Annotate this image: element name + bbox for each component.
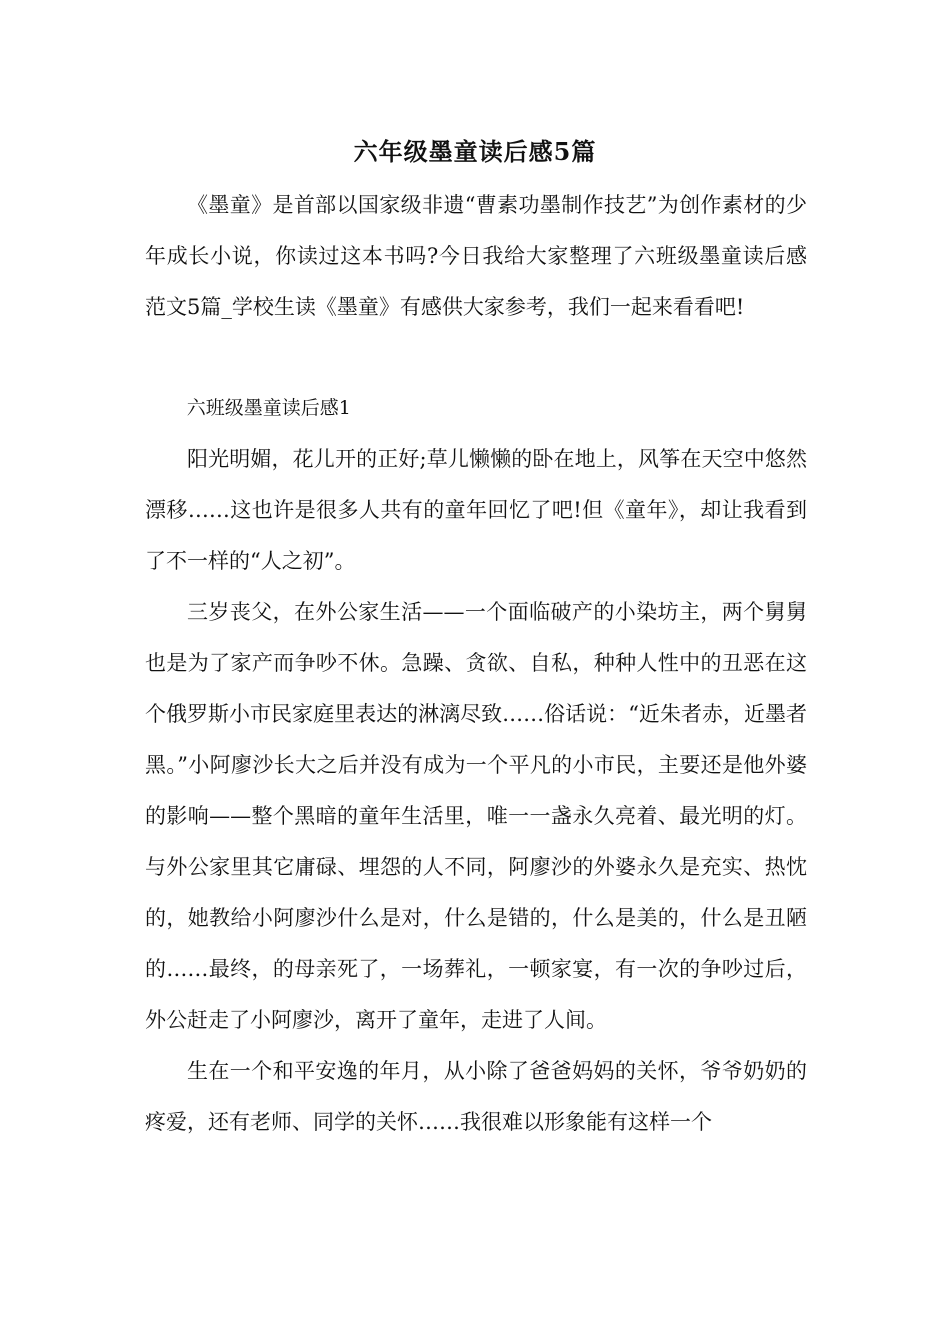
body-paragraph-2: 三岁丧父，在外公家生活——一个面临破产的小染坊主，两个舅舅也是为了家产而争吵不休。急躁、贪欲、自私，种种人性中的丑恶在这个俄罗斯小市民家庭里表达的淋漓尽致……俗话说：“近朱者赤，近墨者黑。”小阿廖沙长大之后并没有成为一个平凡的小市民，主要还是他外婆的影响——整个黑暗的童年生活里，唯一一盏永久亮着、最光明的灯。与外公家里其它庸碌、埋怨的人不同，阿廖沙的外婆永久是充实、热忱的，她教给小阿廖沙什么是对，什么是错的，什么是美的，什么是丑陋的……最终，的母亲死了，一场葬礼，一顿家宴，有一次的争吵过后，外公赶走了小阿廖沙，离开了童年，走进了人间。 — [145, 600, 807, 1032]
document-title: 六年级墨童读后感5篇 — [353, 137, 597, 166]
intro-paragraph: 《墨童》是首部以国家级非遗“曹素功墨制作技艺”为创作素材的少年成长小说，你读过这本书吗?今日我给大家整理了六班级墨童读后感范文5篇_学校生读《墨童》有感供大家参考，我们一起来看看吧! — [145, 193, 807, 319]
document-body — [145, 180, 807, 1148]
section-heading: 六班级墨童读后感1 — [186, 397, 351, 419]
section-spacer — [145, 333, 807, 383]
body-paragraph-3: 生在一个和平安逸的年月，从小除了爸爸妈妈的关怀，爷爷奶奶的疼爱，还有老师、同学的关怀……我很难以形象能有这样一个 — [145, 1059, 807, 1134]
body-paragraph-1: 阳光明媚，花儿开的正好;草儿懒懒的卧在地上，风筝在天空中悠然漂移……这也许是很多人共有的童年回忆了吧!但《童年》，却让我看到了不一样的“人之初”。 — [145, 447, 807, 573]
